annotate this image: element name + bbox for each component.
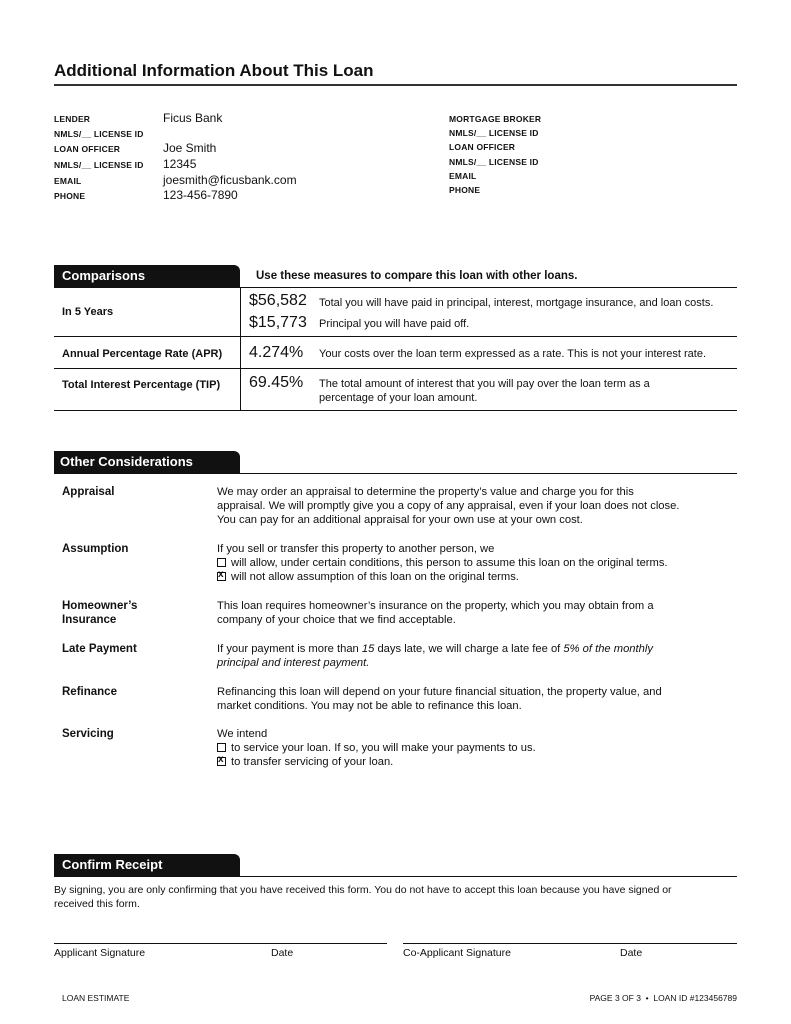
- column-divider: [240, 287, 241, 410]
- late-payment-line: [217, 642, 732, 656]
- appraisal-text: [217, 485, 732, 527]
- comparisons-intro: Use these measures to compare this loan with other loans.: [256, 270, 578, 282]
- insurance-line: This loan requires homeowner’s insurance on the property, which you may obtain from a: [217, 600, 654, 612]
- confirm-line: received this form.: [54, 898, 140, 910]
- insurance-label-line: Homeowner’s: [62, 600, 138, 612]
- broker-phone-label: PHONE: [449, 185, 481, 195]
- confirm-receipt-tab: Confirm Receipt: [54, 854, 240, 876]
- lender-license-label: NMLS/__ LICENSE ID: [54, 129, 144, 139]
- tip-desc-line1: The total amount of interest that you will pay over the loan term as a: [319, 378, 650, 390]
- footer-left: LOAN ESTIMATE: [62, 993, 130, 1003]
- refinance-label: Refinance: [62, 686, 117, 698]
- footer-right: PAGE 3 OF 3 • LOAN ID #123456789: [589, 993, 737, 1003]
- assumption-not-allow-text: will not allow assumption of this loan on the original terms.: [231, 571, 519, 583]
- servicing-service-text: to service your loan. If so, you will make your payments to us.: [231, 742, 536, 754]
- applicant-signature-label: Applicant Signature: [54, 947, 146, 959]
- servicing-option-service: [217, 741, 732, 755]
- apr-value: 4.274%: [249, 344, 304, 361]
- insurance-line: company of your choice that we find acceptable.: [217, 614, 456, 626]
- servicing-option-transfer: [217, 755, 732, 769]
- applicant-signature-line[interactable]: [54, 943, 387, 944]
- email-label: EMAIL: [54, 176, 82, 186]
- lender-value: Ficus Bank: [163, 111, 223, 125]
- comparisons-rule: [54, 287, 737, 288]
- in5-principal-desc: Principal you will have paid off.: [319, 318, 470, 330]
- insurance-text: [217, 599, 732, 627]
- email-value: joesmith@ficusbank.com: [163, 173, 297, 187]
- coapplicant-signature-label: Co-Applicant Signature: [403, 947, 511, 959]
- assumption-text: [217, 542, 732, 584]
- servicing-line: We intend: [217, 728, 268, 740]
- broker-officer-license-label: NMLS/__ LICENSE ID: [449, 157, 539, 167]
- other-considerations-tab: Other Considerations: [54, 451, 240, 473]
- coapplicant-signature-line[interactable]: [403, 943, 737, 944]
- title-rule: [54, 84, 737, 86]
- assumption-allow-checkbox[interactable]: [217, 558, 226, 567]
- assumption-option-allow: [217, 556, 732, 570]
- loan-officer-label: LOAN OFFICER: [54, 144, 121, 154]
- appraisal-line: We may order an appraisal to determine the property’s value and charge you for this: [217, 486, 634, 498]
- broker-license-label: NMLS/__ LICENSE ID: [449, 128, 539, 138]
- lender-label: LENDER: [54, 114, 91, 124]
- assumption-option-not-allow: [217, 570, 732, 584]
- in5-label: In 5 Years: [62, 306, 114, 318]
- appraisal-line: You can pay for an additional appraisal for your own use at your own cost.: [217, 514, 583, 526]
- row-divider: [54, 410, 737, 411]
- servicing-transfer-text: to transfer servicing of your loan.: [231, 756, 394, 768]
- assumption-line: If you sell or transfer this property to another person, we: [217, 543, 495, 555]
- row-divider: [54, 336, 737, 337]
- confirm-text: [54, 883, 672, 911]
- refinance-line: market conditions. You may not be able to refinance this loan.: [217, 700, 522, 712]
- late-fee: 5% of the monthly: [563, 643, 653, 655]
- phone-label: PHONE: [54, 191, 86, 201]
- officer-license-value: 12345: [163, 157, 197, 171]
- phone-value: 123-456-7890: [163, 188, 238, 202]
- tip-desc-line2: percentage of your loan amount.: [319, 392, 478, 404]
- servicing-service-checkbox[interactable]: [217, 743, 226, 752]
- late-payment-line: [217, 656, 732, 670]
- officer-license-label: NMLS/__ LICENSE ID: [54, 160, 144, 170]
- late-fee-cont: principal and interest payment.: [217, 657, 370, 669]
- loan-officer-value: Joe Smith: [163, 141, 217, 155]
- in5-total-desc: Total you will have paid in principal, interest, mortgage insurance, and loan costs.: [319, 297, 714, 309]
- assumption-allow-text: will allow, under certain conditions, this person to assume this loan on the original terms.: [231, 557, 668, 569]
- late-payment-label: Late Payment: [62, 643, 137, 655]
- applicant-date-label: Date: [271, 947, 294, 959]
- insurance-label: [62, 599, 137, 627]
- late-text-a: If your payment is more than: [217, 643, 362, 655]
- assumption-not-allow-checkbox[interactable]: [217, 572, 226, 581]
- coapplicant-date-label: Date: [620, 947, 643, 959]
- broker-email-label: EMAIL: [449, 171, 477, 181]
- servicing-text: [217, 727, 732, 769]
- page-title: Additional Information About This Loan: [54, 61, 374, 80]
- appraisal-label: Appraisal: [62, 486, 115, 498]
- apr-desc: Your costs over the loan term expressed as a rate. This is not your interest rate.: [319, 348, 707, 360]
- refinance-line: Refinancing this loan will depend on your future financial situation, the property value, and: [217, 686, 662, 698]
- in5-principal-value: $15,773: [249, 314, 307, 331]
- broker-label: MORTGAGE BROKER: [449, 114, 542, 124]
- confirm-receipt-rule: [54, 876, 737, 877]
- tip-value: 69.45%: [249, 374, 304, 391]
- comparisons-tab: Comparisons: [54, 265, 240, 287]
- other-considerations-rule: [54, 473, 737, 474]
- apr-label: Annual Percentage Rate (APR): [62, 348, 223, 360]
- tip-label: Total Interest Percentage (TIP): [62, 379, 221, 391]
- servicing-label: Servicing: [62, 728, 114, 740]
- assumption-label: Assumption: [62, 543, 129, 555]
- appraisal-line: appraisal. We will promptly give you a copy of any appraisal, even if your loan does not close.: [217, 500, 680, 512]
- in5-total-value: $56,582: [249, 292, 307, 309]
- row-divider: [54, 368, 737, 369]
- late-payment-text: [217, 642, 732, 670]
- late-text-b: days late, we will charge a late fee of: [374, 643, 564, 655]
- confirm-line: By signing, you are only confirming that you have received this form. You do not have to accept this loan because you have signed or: [54, 884, 672, 896]
- servicing-transfer-checkbox[interactable]: [217, 757, 226, 766]
- refinance-text: [217, 685, 732, 713]
- insurance-label-line: Insurance: [62, 614, 117, 626]
- late-days: 15: [361, 643, 375, 655]
- broker-officer-label: LOAN OFFICER: [449, 142, 516, 152]
